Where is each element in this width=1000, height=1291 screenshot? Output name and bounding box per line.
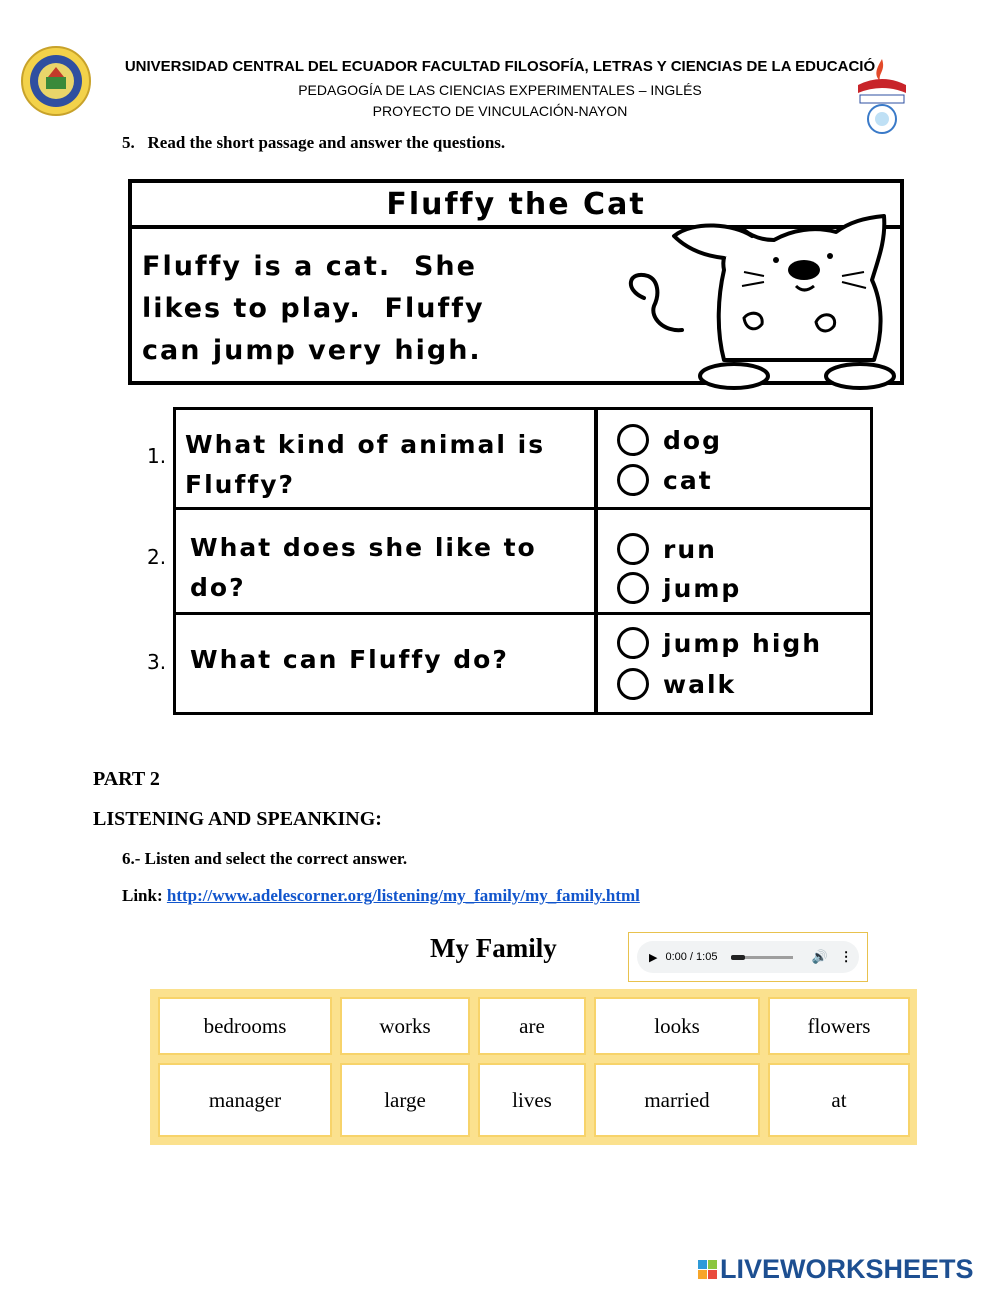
radio-circle-icon[interactable]	[617, 464, 649, 496]
answer-option[interactable]	[617, 572, 741, 604]
cat-illustration	[624, 210, 906, 392]
question-text: What can Fluffy do?	[190, 645, 509, 674]
university-seal-logo	[20, 45, 92, 117]
answer-option[interactable]	[617, 627, 822, 659]
option-label: cat	[663, 465, 713, 495]
option-label: dog	[663, 425, 722, 455]
radio-circle-icon[interactable]	[617, 668, 649, 700]
option-label: jump	[663, 573, 742, 603]
audio-player[interactable]	[628, 932, 868, 982]
section5-instruction: 5. Read the short passage and answer the questions.	[122, 133, 506, 152]
table-column-divider	[594, 407, 598, 715]
word-cell[interactable]: at	[768, 1063, 910, 1137]
word-cell[interactable]: looks	[594, 997, 760, 1055]
part2-subtitle: LISTENING AND SPEANKING:	[93, 808, 382, 830]
audio-time: 0:00 / 1:05	[665, 951, 718, 963]
liveworksheets-logo-icon	[698, 1260, 717, 1279]
option-label: jump high	[663, 628, 823, 658]
answer-option[interactable]	[617, 424, 722, 456]
answer-option[interactable]	[617, 668, 736, 700]
progress-track[interactable]	[731, 956, 793, 959]
story-line: can jump very high.	[142, 335, 482, 366]
progress-fill	[731, 955, 745, 960]
audio-link[interactable]: http://www.adelescorner.org/listening/my_family/my_family.html	[166, 886, 640, 905]
liveworksheets-logo	[698, 1254, 974, 1285]
link-label: Link:	[122, 886, 163, 905]
part2-title: PART 2	[93, 768, 160, 790]
word-cell[interactable]: are	[478, 997, 586, 1055]
header-project-line: PROYECTO DE VINCULACIÓN-NAYON	[372, 103, 628, 119]
radio-circle-icon[interactable]	[617, 627, 649, 659]
link-row	[122, 886, 640, 906]
word-cell[interactable]: works	[340, 997, 470, 1055]
answer-option[interactable]	[617, 464, 713, 496]
option-label: walk	[663, 669, 737, 699]
header-university-line: UNIVERSIDAD CENTRAL DEL ECUADOR FACULTAD FILOSOFÍA, LETRAS Y CIENCIAS DE LA EDUCACIÓ	[124, 58, 876, 75]
story-line: Fluffy is a cat. She	[142, 251, 477, 282]
volume-icon[interactable]: 🔊	[811, 949, 828, 964]
option-label: run	[663, 534, 717, 564]
word-cell[interactable]: flowers	[768, 997, 910, 1055]
play-icon[interactable]: ▶	[649, 951, 658, 964]
question-number: 2.	[147, 545, 167, 569]
word-cell[interactable]: married	[594, 1063, 760, 1137]
story-line: likes to play. Fluffy	[142, 293, 485, 324]
table-row-divider	[173, 612, 873, 615]
audio-title: My Family	[430, 933, 557, 963]
question-text: What does she like to do?	[190, 533, 537, 602]
word-cell[interactable]: lives	[478, 1063, 586, 1137]
question-number: 3.	[147, 650, 167, 674]
radio-circle-icon[interactable]	[617, 572, 649, 604]
question-number: 1.	[147, 444, 167, 468]
header-program-line: PEDAGOGÍA DE LAS CIENCIAS EXPERIMENTALES – INGLÉS	[298, 82, 702, 98]
question-text: What kind of animal is Fluffy?	[185, 430, 546, 499]
story-text	[142, 246, 612, 372]
word-cell[interactable]: large	[340, 1063, 470, 1137]
answer-option[interactable]	[617, 533, 717, 565]
more-options-icon[interactable]: ⋮	[839, 949, 853, 964]
radio-circle-icon[interactable]	[617, 533, 649, 565]
word-cell[interactable]: manager	[158, 1063, 332, 1137]
listening-instruction: 6.- Listen and select the correct answer.	[122, 849, 408, 868]
story-title: Fluffy the Cat	[386, 187, 646, 222]
brand-text: LIVEWORKSHEETS	[720, 1254, 974, 1284]
radio-circle-icon[interactable]	[617, 424, 649, 456]
word-cell[interactable]: bedrooms	[158, 997, 332, 1055]
table-row-divider	[173, 507, 873, 510]
